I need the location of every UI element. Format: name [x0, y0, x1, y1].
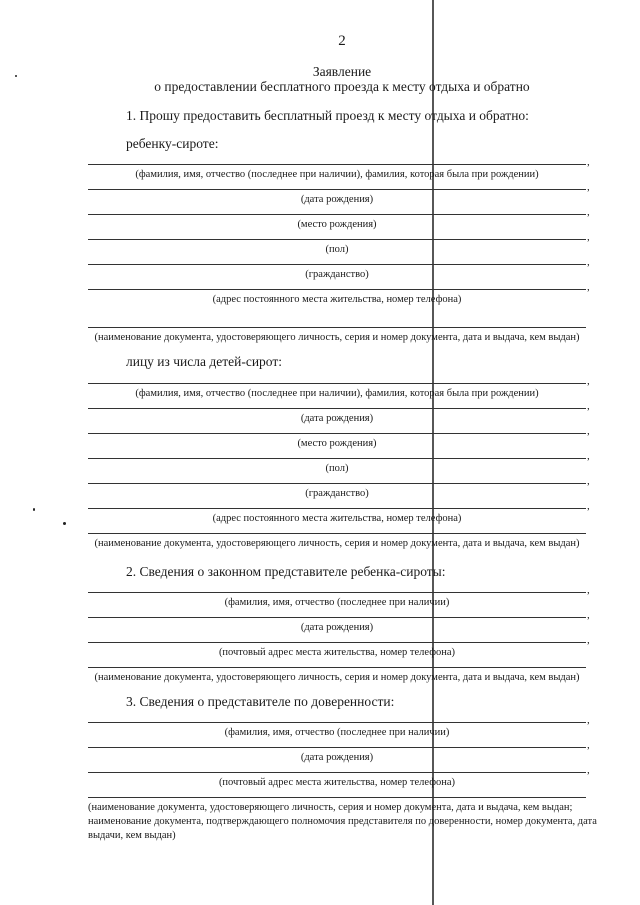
caption-birth-place: (место рождения) [297, 219, 377, 230]
caption-birth-date: (дата рождения) [300, 413, 374, 424]
caption-birth-date: (дата рождения) [300, 622, 374, 633]
caption-postal-address: (почтовый адрес места жительства, номер телефона) [218, 777, 456, 788]
fill-line [88, 483, 586, 484]
caption-postal-address: (почтовый адрес места жительства, номер телефона) [218, 647, 456, 658]
caption-citizenship: (гражданство) [305, 269, 369, 280]
caption-sex: (пол) [325, 244, 349, 255]
caption-birth-date: (дата рождения) [300, 752, 374, 763]
fill-line [88, 408, 586, 409]
fill-line [88, 189, 586, 190]
caption-identity-doc: (наименование документа, удостоверяющего личность, серия и номер документа, дата и выдача, кем выдан) [94, 672, 580, 683]
scan-fold-line [432, 0, 434, 905]
fill-line [88, 289, 586, 290]
scan-speck [63, 522, 66, 525]
fill-line [88, 667, 586, 668]
orphan-group-label: лицу из числа детей-сирот: [126, 354, 283, 369]
caption-identity-doc: (наименование документа, удостоверяющего личность, серия и номер документа, дата и выдача, кем выдан) [94, 538, 580, 549]
fill-line [88, 722, 586, 723]
caption-residence-address: (адрес постоянного места жительства, номер телефона) [212, 513, 462, 524]
caption-birth-place: (место рождения) [297, 438, 377, 449]
caption-birth-date: (дата рождения) [300, 194, 374, 205]
caption-residence-address: (адрес постоянного места жительства, номер телефона) [212, 294, 462, 305]
fill-line [88, 592, 586, 593]
page-number: 2 [338, 33, 346, 49]
fill-line [88, 383, 586, 384]
fill-line [88, 642, 586, 643]
fill-line [88, 617, 586, 618]
document-subtitle: о предоставлении бесплатного проезда к месту отдыха и обратно [154, 79, 530, 94]
fill-line [88, 433, 586, 434]
caption-full-name-birth: (фамилия, имя, отчество (последнее при наличии), фамилия, которая была при рождении) [135, 388, 539, 399]
caption-identity-doc: (наименование документа, удостоверяющего личность, серия и номер документа, дата и выдача, кем выдан) [94, 332, 580, 343]
caption-sex: (пол) [325, 463, 349, 474]
section2-heading: 2. Сведения о законном представителе ребенка-сироты: [126, 564, 446, 579]
caption-identity-and-power-doc: (наименование документа, удостоверяющего личность, серия и номер документа, дата и выдача, кем выдан; наименование документа, подтверждающего полномочия представителя по доверенности, номер документа, дата выдачи, кем выдан) [88, 802, 597, 841]
fill-line [88, 772, 586, 773]
fill-line [88, 533, 586, 534]
fill-line [88, 458, 586, 459]
fill-line [88, 508, 586, 509]
scan-speck [33, 508, 35, 511]
fill-line [88, 264, 586, 265]
caption-full-name-birth: (фамилия, имя, отчество (последнее при наличии), фамилия, которая была при рождении) [135, 169, 539, 180]
child-orphan-label: ребенку-сироте: [126, 136, 219, 151]
application-form-page: 2 Заявление о предоставлении бесплатного проезда к месту отдыха и обратно 1. Прошу предоставить бесплатный проезд к месту отдыха и обратно: ребенку-сироте: , (фамилия, имя, отчество (последнее при наличии), фамилия, которая была при рождении) , (дата рождения) , (место рождения) , (пол) , (гражданство) , (адрес постоянного места жительства, номер телефона) (наименование документа, удостоверяющего личность, серия и номер документа, дата и выдача, кем выдан) лицу из числа детей-сирот: , (фамилия, имя, отчество (последнее при наличии), фамилия, которая была при рождении) , (дата рождения) , (место рождения) , (пол) , (гражданство) , (адрес постоянного места жительства, номер телефона) (наименование документа, удостоверяющего личность, серия и номер документа, дата и выдача, кем выдан) 2. Сведения о законном представителе ребенка-сироты: , (фамилия, имя, отчество (последнее при наличии) , (дата рождения) , (почтовый адрес места жительства, номер телефона) (наименование документа, удостоверяющего личность, серия и номер документа, дата и выдача, кем выдан) 3. Сведения о представителе по доверенности: , (фамилия, имя, отчество (последнее при наличии) , (дата рождения) , (почтовый адрес места жительства, номер телефона) (наименование документа, удостоверяющего личность, серия и номер документа, дата и выдача, кем выдан; наименование документа, подтверждающего полномочия представителя по доверенности, номер документа, дата выдачи, кем выдан) [0, 0, 640, 905]
caption-citizenship: (гражданство) [305, 488, 369, 499]
fill-line [88, 797, 586, 798]
caption-full-name: (фамилия, имя, отчество (последнее при наличии) [224, 727, 450, 738]
caption-full-name: (фамилия, имя, отчество (последнее при наличии) [224, 597, 450, 608]
fill-line [88, 214, 586, 215]
fill-line [88, 239, 586, 240]
fill-line [88, 327, 586, 328]
fill-line [88, 747, 586, 748]
section1-heading: 1. Прошу предоставить бесплатный проезд к месту отдыха и обратно: [126, 108, 529, 123]
section3-heading: 3. Сведения о представителе по доверенности: [126, 694, 395, 709]
document-title: Заявление [312, 64, 372, 79]
fill-line [88, 164, 586, 165]
